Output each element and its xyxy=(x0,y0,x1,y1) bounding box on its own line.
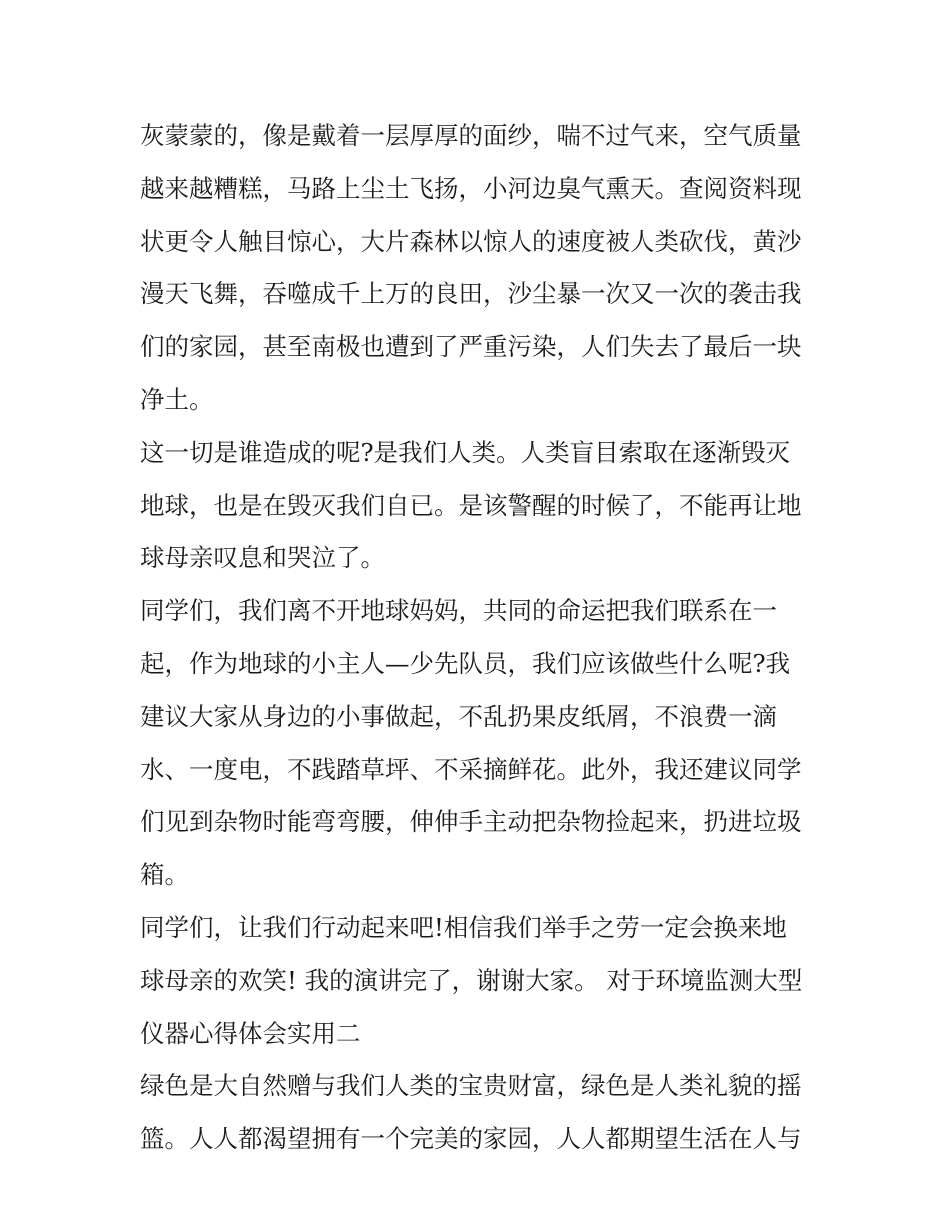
text-line: 球母亲叹息和哭泣了。 xyxy=(140,543,385,573)
text-line: 们的家园，甚至南极也遭到了严重污染，人们失去了最后一块 xyxy=(140,332,802,362)
text-line: 球母亲的欢笑! 我的演讲完了，谢谢大家。 对于环境监测大型 xyxy=(140,965,803,995)
text-line: 状更令人触目惊心，大片森林以惊人的速度被人类砍伐，黄沙 xyxy=(140,226,802,256)
text-line: 同学们，让我们行动起来吧!相信我们举手之劳一定会换来地 xyxy=(140,912,787,942)
text-line: 篮。人人都渴望拥有一个完美的家园，人人都期望生活在人与 xyxy=(140,1124,802,1154)
text-line: 地球，也是在毁灭我们自已。是该警醒的时候了，不能再让地 xyxy=(140,490,802,520)
body-text xyxy=(140,110,820,1166)
text-line: 这一切是谁造成的呢?是我们人类。人类盲目索取在逐渐毁灭 xyxy=(140,437,791,467)
text-line: 们见到杂物时能弯弯腰，伸伸手主动把杂物捡起来，扔进垃圾 xyxy=(140,807,802,837)
text-line: 建议大家从身边的小事做起，不乱扔果皮纸屑，不浪费一滴 xyxy=(140,701,777,731)
text-line: 同学们，我们离不开地球妈妈，共同的命运把我们联系在一 xyxy=(140,596,777,626)
text-line: 仪器心得体会实用二 xyxy=(140,1018,361,1048)
text-line: 漫天飞舞，吞噬成千上万的良田，沙尘暴一次又一次的袭击我 xyxy=(140,279,802,309)
text-line: 起，作为地球的小主人—少先队员，我们应该做些什么呢?我 xyxy=(140,648,791,678)
text-line: 灰蒙蒙的，像是戴着一层厚厚的面纱，喘不过气来，空气质量 xyxy=(140,121,802,150)
text-line: 越来越糟糕，马路上尘土飞扬，小河边臭气熏天。查阅资料现 xyxy=(140,173,802,203)
text-line: 绿色是大自然赠与我们人类的宝贵财富，绿色是人类礼貌的摇 xyxy=(140,1071,802,1101)
text-line: 箱。 xyxy=(140,860,189,890)
text-line: 水、一度电，不践踏草坪、不采摘鲜花。此外，我还建议同学 xyxy=(140,754,802,784)
text-line: 净土。 xyxy=(140,384,214,414)
